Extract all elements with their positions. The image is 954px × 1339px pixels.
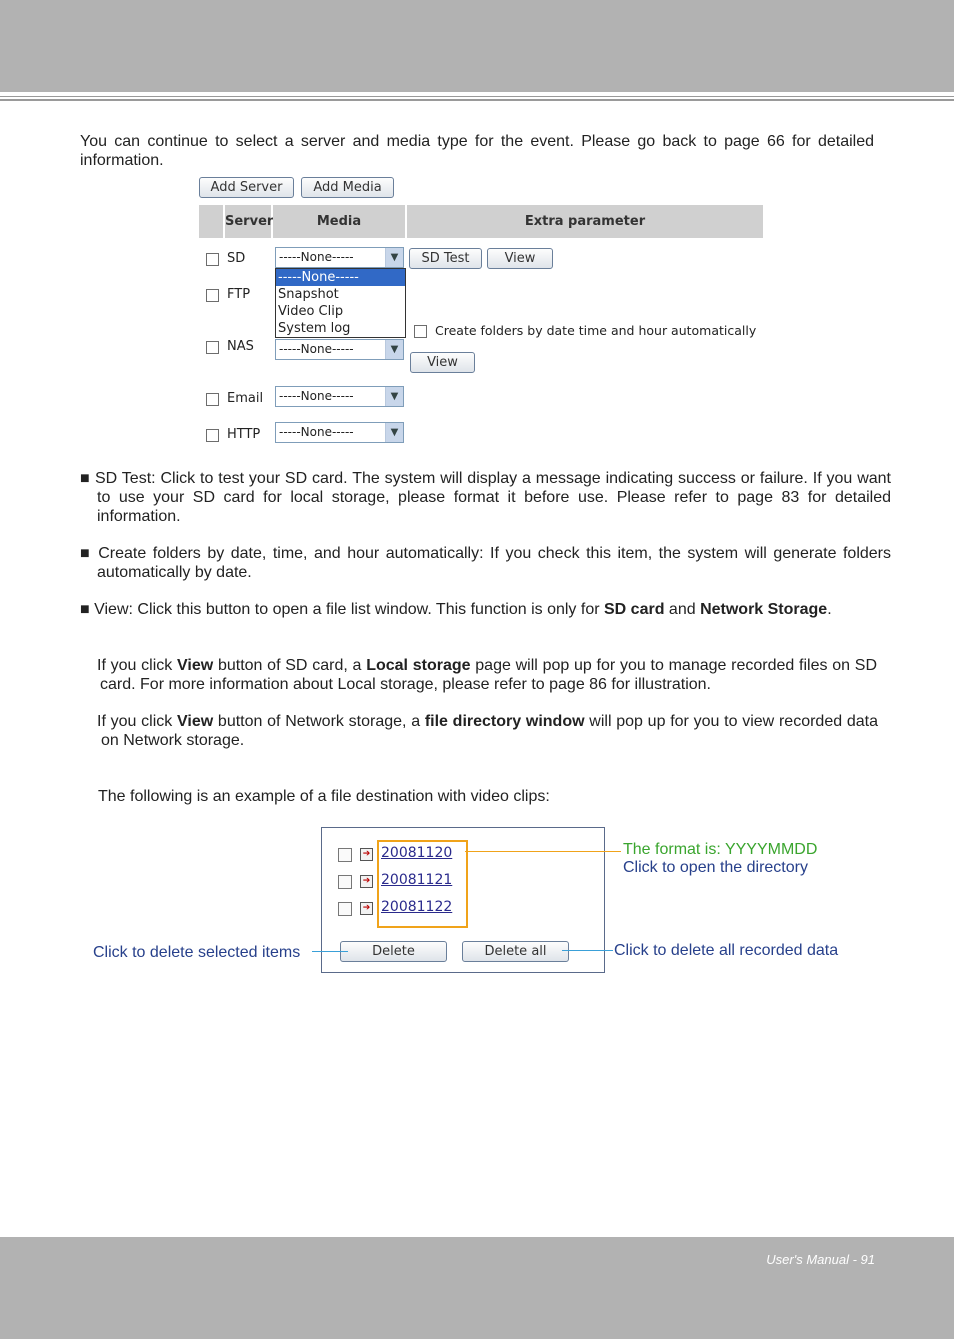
network-storage-bold: Network Storage: [700, 601, 828, 618]
folder-checkbox[interactable]: [338, 875, 352, 889]
sd-view-button[interactable]: View: [487, 248, 553, 269]
row-label-sd: SD: [227, 251, 246, 266]
nas-para-text: If you click: [97, 713, 178, 730]
dropdown-option-system-log[interactable]: System log: [278, 321, 351, 336]
row-label-http: HTTP: [227, 427, 261, 442]
folder-arrow-icon: ➔: [360, 875, 373, 888]
bullet-view-period: .: [827, 601, 832, 618]
http-media-select[interactable]: [275, 422, 404, 443]
bullet-view-and: and: [664, 601, 701, 618]
row-label-email: Email: [227, 391, 264, 406]
delete-callout-line: [312, 951, 348, 952]
dropdown-option-video-clip[interactable]: Video Clip: [278, 304, 344, 319]
select-value: -----None-----: [279, 342, 354, 356]
column-header-extra: Extra parameter: [407, 205, 763, 238]
open-directory-callout: Click to open the directory: [623, 859, 808, 876]
row-label-nas: NAS: [227, 339, 254, 354]
nas-media-select[interactable]: [275, 339, 404, 360]
chevron-down-icon: ▼: [385, 340, 403, 359]
header-rule: [0, 96, 954, 97]
example-intro: The following is an example of a file destination with video clips:: [98, 788, 550, 805]
file-directory-window-bold: file directory window: [424, 713, 585, 730]
dropdown-option-none[interactable]: -----None-----: [276, 269, 405, 286]
bullet-sd-test: ■ SD Test: Click to test your SD card. The system will display a message indicating success or failure. If you want to use your SD card for local storage, please format it before use. Please refer to page 83 for detailed information.: [80, 470, 892, 525]
view-bold: View: [177, 713, 214, 730]
delete-all-button[interactable]: Delete all: [462, 941, 569, 962]
folder-link[interactable]: 20081120: [381, 845, 453, 861]
event-media-settings-screenshot: [197, 170, 767, 450]
chevron-down-icon: ▼: [385, 387, 403, 406]
nas-checkbox[interactable]: [206, 341, 219, 354]
view-bold: View: [177, 657, 214, 674]
sd-media-select[interactable]: [275, 247, 404, 268]
folder-checkbox[interactable]: [338, 848, 352, 862]
email-media-select[interactable]: [275, 386, 404, 407]
sd-para-text: page will pop up for you to manage recorded files on SD card. For more information about Local storage, please refer to page 86 for illustration.: [100, 657, 878, 693]
bullet-view: ■ View: Click this button to open a file list window. This function is only for SD card and Network Storage.: [80, 601, 832, 618]
folder-link[interactable]: 20081122: [381, 899, 453, 915]
folder-checkbox[interactable]: [338, 902, 352, 916]
page-header-band: [0, 0, 954, 92]
bullet-create-folders: ■ Create folders by date, time, and hour automatically: If you check this item, the system will generate folders automatically by date.: [80, 545, 892, 581]
file-directory-screenshot: [321, 827, 605, 973]
folder-arrow-icon: ➔: [360, 848, 373, 861]
email-checkbox[interactable]: [206, 393, 219, 406]
http-checkbox[interactable]: [206, 429, 219, 442]
media-dropdown-list: [275, 268, 406, 338]
bullet-create-folders-text: Create folders by date, time, and hour automatically: If you check this item, the system will generate folders automatically by date.: [97, 545, 892, 581]
sd-checkbox[interactable]: [206, 253, 219, 266]
create-folders-label: Create folders by date time and hour automatically: [435, 323, 757, 338]
delete-all-callout: Click to delete all recorded data: [614, 942, 839, 959]
sd-test-button[interactable]: SD Test: [409, 248, 482, 269]
chevron-down-icon: ▼: [385, 248, 403, 267]
format-callout: The format is: YYYYMMDD: [623, 841, 818, 858]
ftp-checkbox[interactable]: [206, 289, 219, 302]
row-label-ftp: FTP: [227, 287, 251, 302]
select-value: -----None-----: [279, 250, 354, 264]
format-callout-line: [465, 851, 621, 852]
sd-para-text: If you click: [97, 657, 178, 674]
nas-para-text: button of Network storage, a: [213, 713, 425, 730]
intro-paragraph: You can continue to select a server and media type for the event. Please go back to page 66 for detailed information.: [80, 133, 874, 169]
add-media-button[interactable]: Add Media: [301, 177, 394, 198]
header-checkbox-column: [199, 205, 223, 238]
add-server-button[interactable]: Add Server: [199, 177, 294, 198]
nas-para-text: will pop up for you to view recorded data on Network storage.: [101, 713, 878, 749]
folder-link[interactable]: 20081121: [381, 872, 453, 888]
local-storage-bold: Local storage: [366, 657, 471, 674]
column-header-media: Media: [273, 205, 405, 238]
nas-view-button[interactable]: View: [410, 352, 475, 373]
delete-button[interactable]: Delete: [340, 941, 447, 962]
header-rule-thick: [0, 99, 954, 101]
bullet-sd-test-text: SD Test: Click to test your SD card. The system will display a message indicating success or failure. If you want to use your SD card for local storage, please format it before use. Please refer to page 83 for detailed information.: [94, 470, 892, 525]
folder-arrow-icon: ➔: [360, 902, 373, 915]
sd-para-text: button of SD card, a: [213, 657, 367, 674]
page-number: User's Manual - 91: [766, 1252, 875, 1267]
dropdown-option-snapshot[interactable]: Snapshot: [278, 287, 339, 302]
delete-selected-callout: Click to delete selected items: [93, 944, 301, 961]
nas-view-paragraph: [97, 712, 878, 750]
select-value: -----None-----: [279, 425, 354, 439]
column-header-server: Server: [225, 205, 271, 238]
select-value: -----None-----: [279, 389, 354, 403]
sd-view-paragraph: [97, 656, 877, 694]
sd-card-bold: SD card: [604, 601, 665, 618]
chevron-down-icon: ▼: [385, 423, 403, 442]
delete-all-callout-line: [562, 950, 613, 951]
bullet-view-text: View: Click this button to open a file list window. This function is only for: [94, 601, 604, 618]
create-folders-checkbox[interactable]: [414, 325, 427, 338]
